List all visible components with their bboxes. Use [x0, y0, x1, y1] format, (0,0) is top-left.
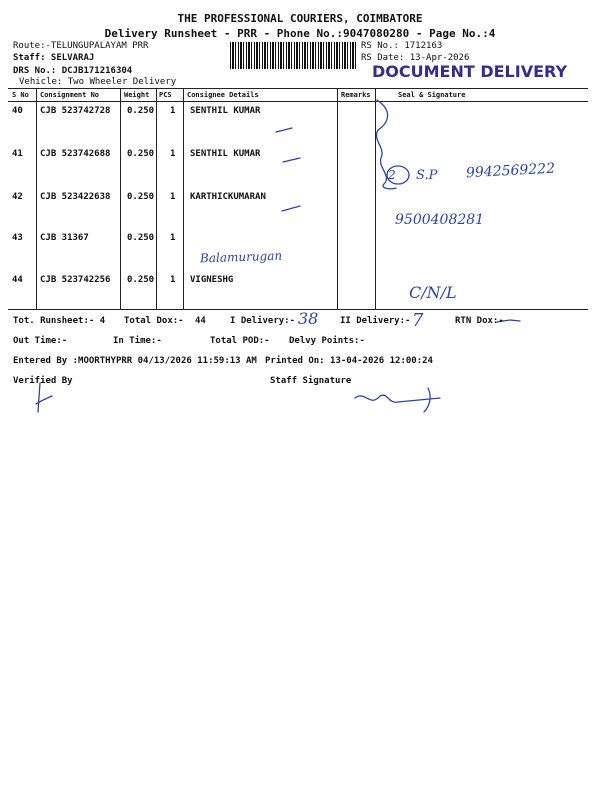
col-header-seal: Seal & Signature	[398, 91, 466, 99]
company-title: THE PROFESSIONAL COURIERS, COIMBATORE	[177, 12, 423, 25]
col-header-weight: Weight	[124, 91, 150, 99]
row-pcs: 1	[170, 149, 176, 159]
row-weight: 0.250	[127, 192, 155, 202]
vehicle-label: Vehicle: Two Wheeler Delivery	[19, 77, 177, 87]
row-consignment: CJB 31367	[40, 233, 89, 243]
row-sno: 43	[12, 233, 23, 243]
rtn-dox-label: RTN Dox:-	[455, 316, 504, 326]
row-weight: 0.250	[127, 275, 155, 285]
i-delivery-label: I Delivery:-	[230, 316, 296, 326]
row-pcs: 1	[170, 233, 176, 243]
drs-number: DRS No.: DCJB171216304	[13, 66, 133, 76]
printed-on: Printed On: 13-04-2026 12:00:24	[265, 356, 433, 366]
row-sno: 41	[12, 149, 23, 159]
row-pcs: 1	[170, 275, 176, 285]
row-consignment: CJB 523422638	[40, 192, 111, 202]
ii-delivery-label: II Delivery:-	[340, 316, 411, 326]
row-pcs: 1	[170, 192, 176, 202]
delvy-points-label: Delvy Points:-	[289, 336, 365, 346]
staff-signature-label: Staff Signature	[270, 376, 352, 386]
row-sno: 40	[12, 106, 23, 116]
rs-number: RS No.: 1712163	[361, 41, 443, 51]
row-weight: 0.250	[127, 233, 155, 243]
col-header-consignment: Consignment No	[40, 91, 100, 99]
row-sno: 42	[12, 192, 23, 202]
total-dox-value: 44	[195, 316, 206, 326]
row-consignee: VIGNESHG	[190, 275, 234, 285]
tick-mark	[283, 158, 300, 162]
out-time-label: Out Time:-	[13, 336, 68, 346]
handwritten-cnl: C/N/L	[409, 283, 457, 302]
document-delivery-stamp: DOCUMENT DELIVERY	[372, 62, 568, 81]
staff-signature-mark	[355, 388, 440, 412]
total-pod-label: Total POD:-	[210, 336, 270, 346]
verified-by-label: Verified By	[13, 376, 73, 386]
handwritten-circled-number: 2	[388, 168, 396, 182]
row-sno: 44	[12, 275, 23, 285]
col-header-remarks: Remarks	[341, 91, 371, 99]
row-consignee: KARTHICKUMARAN	[190, 192, 266, 202]
staff-label: Staff: SELVARAJ	[13, 53, 95, 63]
row-consignee: SENTHIL KUMAR	[190, 106, 261, 116]
row-weight: 0.250	[127, 149, 155, 159]
in-time-label: In Time:-	[113, 336, 162, 346]
col-header-consignee: Consignee Details	[187, 91, 259, 99]
i-delivery-value: 38	[298, 309, 319, 328]
row-consignment: CJB 523742728	[40, 106, 111, 116]
total-dox-label: Total Dox:-	[124, 316, 184, 326]
row-pcs: 1	[170, 106, 176, 116]
runsheet-title: Delivery Runsheet - PRR - Phone No.:9047080280 - Page No.:4	[104, 27, 496, 40]
verified-signature-mark	[36, 383, 52, 412]
tick-mark	[276, 128, 292, 132]
col-header-pcs: PCS	[159, 91, 172, 99]
handwritten-phone-2: 9500408281	[395, 212, 485, 228]
row-consignment: CJB 523742256	[40, 275, 111, 285]
ii-delivery-value: 7	[412, 310, 424, 331]
entered-by: Entered By :MOORTHYPRR 04/13/2026 11:59:13 AM	[13, 356, 257, 366]
tick-mark	[282, 206, 300, 211]
row-weight: 0.250	[127, 106, 155, 116]
row-consignee: SENTHIL KUMAR	[190, 149, 261, 159]
handwritten-name: Balamurugan	[199, 248, 283, 266]
col-header-sno: S No	[12, 91, 29, 99]
route-label: Route:-TELUNGUPALAYAM PRR	[13, 41, 149, 51]
handwritten-sp: S.P	[416, 168, 438, 183]
rs-date: RS Date: 13-Apr-2026	[361, 53, 470, 63]
handwritten-phone-1: 9942569222	[465, 160, 556, 182]
row-consignment: CJB 523742688	[40, 149, 111, 159]
tot-runsheet: Tot. Runsheet:- 4	[13, 316, 106, 326]
